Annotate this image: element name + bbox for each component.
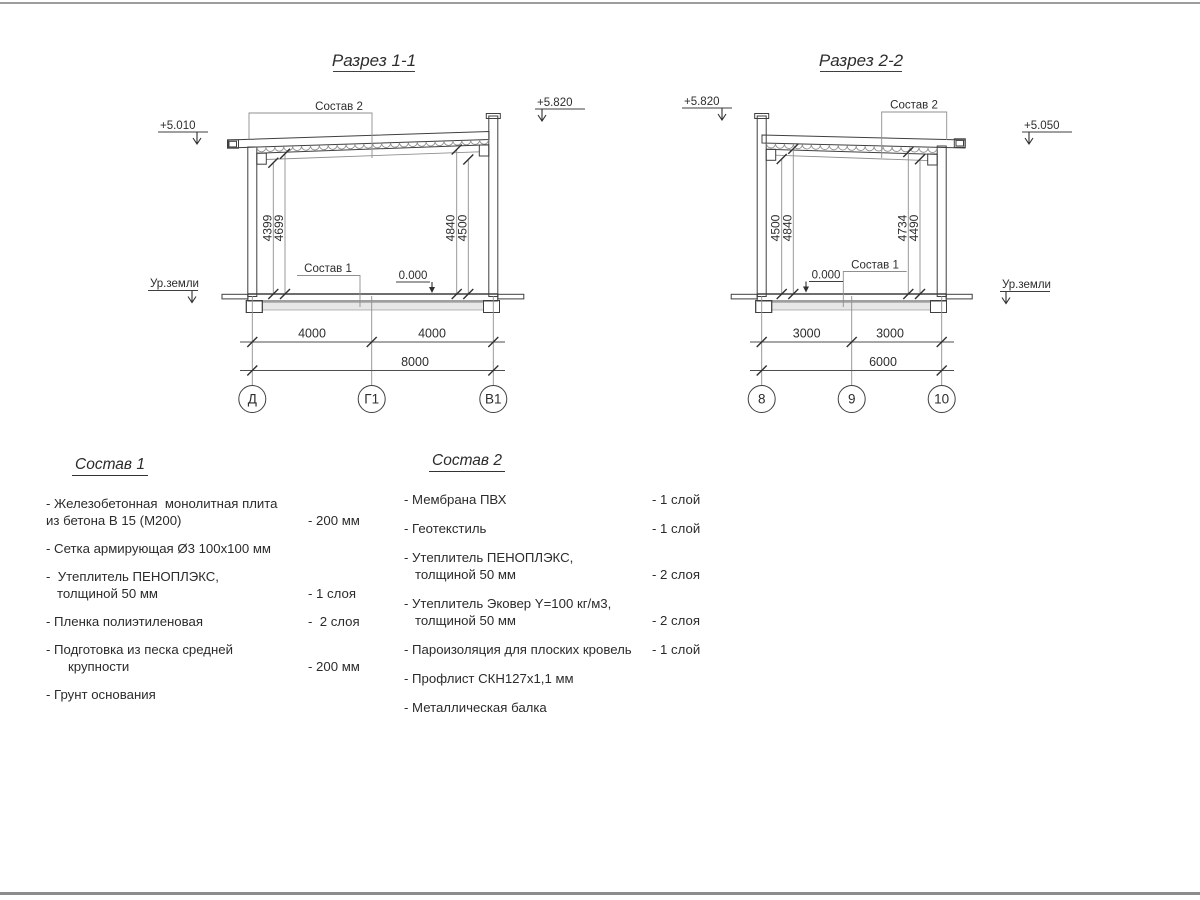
elevation-mark-left xyxy=(158,120,208,144)
vertical-dim-value: 4840 xyxy=(443,214,458,242)
item-text-line-2: крупности xyxy=(46,659,130,674)
zero-level-value: 0.000 xyxy=(398,270,428,282)
item-text-line-2: толщиной 50 мм xyxy=(46,586,158,601)
ground-level-label: Ур.земли xyxy=(150,278,199,290)
elevation-mark-left xyxy=(682,96,732,120)
item-text: - Геотекстиль xyxy=(404,521,487,536)
floor-composition-leader xyxy=(297,263,360,307)
elevation-mark-right xyxy=(535,97,585,121)
list-item xyxy=(46,686,376,703)
right-parapet-wall xyxy=(489,116,498,297)
elevation-value: +5.010 xyxy=(160,120,196,132)
zero-arrow-icon xyxy=(803,282,809,293)
foundation-block-right xyxy=(931,301,947,313)
elevation-arrow-icon xyxy=(193,132,201,144)
list-item xyxy=(46,641,376,675)
item-text-line-2: толщиной 50 мм xyxy=(404,613,516,628)
list-item xyxy=(404,641,734,658)
foundation-block-left xyxy=(246,301,262,313)
elevation-arrow-icon xyxy=(718,108,726,120)
item-value: - 2 слоя xyxy=(652,613,700,628)
item-text: - Пароизоляция для плоских кровель xyxy=(404,642,632,657)
beam-corbel-right xyxy=(928,154,938,165)
beam-corbel-left xyxy=(766,149,776,160)
span-dim-value: 3000 xyxy=(876,326,904,341)
item-text: - Мембрана ПВХ xyxy=(404,492,507,507)
item-text: - Утеплитель Эковер Y=100 кг/м3, xyxy=(404,596,612,611)
vertical-dim-value: 4500 xyxy=(455,214,470,242)
vertical-dimensions-right xyxy=(895,147,925,299)
composition-1-list xyxy=(46,456,376,714)
vertical-dim-value: 4734 xyxy=(895,214,910,242)
vertical-dimensions-left xyxy=(769,144,799,299)
vertical-dim-value: 4500 xyxy=(768,214,783,242)
section-2-2-title xyxy=(819,51,904,72)
total-dim-value: 8000 xyxy=(401,355,429,369)
item-value: - 1 слоя xyxy=(308,586,356,601)
item-value: - 200 мм xyxy=(308,513,360,528)
item-text: - Профлист СКН127х1,1 мм xyxy=(404,671,574,686)
ground-wing-left xyxy=(731,294,757,299)
item-text-line-2: из бетона В 15 (М200) xyxy=(46,513,182,528)
ground-level-mark xyxy=(1000,279,1051,304)
axis-label: В1 xyxy=(485,391,502,407)
floor-slab xyxy=(248,294,498,301)
section-1-1-title xyxy=(332,51,416,72)
item-text: - Пленка полиэтиленовая xyxy=(46,614,203,629)
item-value: - 2 слоя xyxy=(652,567,700,582)
sand-preparation xyxy=(772,303,931,311)
right-wall xyxy=(937,146,946,297)
vertical-dim-value: 4840 xyxy=(780,214,795,242)
item-text: - Металлическая балка xyxy=(404,700,547,715)
sand-preparation xyxy=(262,303,483,311)
vertical-dim-value: 4490 xyxy=(907,214,921,242)
span-dim-value: 4000 xyxy=(298,326,326,341)
list-item xyxy=(404,699,734,716)
elevation-arrow-icon xyxy=(538,109,546,121)
elevation-value: +5.820 xyxy=(684,96,720,108)
item-value: - 2 слоя xyxy=(308,614,360,629)
foundation-block-right xyxy=(484,301,500,313)
ground-wing-right xyxy=(946,294,972,299)
foundation-block-left xyxy=(756,301,772,313)
elevation-arrow-icon xyxy=(1025,132,1033,144)
item-text: - Подготовка из песка средней xyxy=(46,642,233,657)
vertical-dimensions-right xyxy=(444,145,474,300)
zero-level-value: 0.000 xyxy=(811,269,841,282)
item-text: - Грунт основания xyxy=(46,687,156,702)
item-text: - Утеплитель ПЕНОПЛЭКС, xyxy=(404,550,574,565)
left-wall xyxy=(248,147,257,297)
axis-label: 10 xyxy=(934,391,950,407)
section-title: Разрез 1-1 xyxy=(331,51,417,70)
zero-arrow-icon xyxy=(429,282,435,293)
floor-assembly xyxy=(222,294,524,313)
ground-arrow-icon xyxy=(1002,292,1010,304)
elevation-value: +5.050 xyxy=(1024,120,1060,132)
section-2-2-drawing xyxy=(682,51,1072,413)
section-1-1-drawing xyxy=(148,51,585,413)
list-item xyxy=(404,595,734,629)
item-text: - Сетка армирующая Ø3 100х100 мм xyxy=(46,541,271,556)
span-dim-value: 4000 xyxy=(418,326,446,341)
zero-level-mark xyxy=(396,270,435,293)
elevation-mark-right xyxy=(1022,120,1072,144)
axis-markers xyxy=(748,386,955,413)
list-item xyxy=(46,495,376,529)
list-item xyxy=(404,491,734,508)
ground-wing-left xyxy=(222,294,248,299)
list-item xyxy=(404,670,734,687)
ground-level-mark xyxy=(148,278,199,303)
axis-label: Д xyxy=(247,391,257,407)
item-value: - 200 мм xyxy=(308,659,360,674)
composition-1-title: Состав 1 xyxy=(72,456,148,476)
axis-label: Г1 xyxy=(364,391,380,407)
vertical-dimensions-left xyxy=(260,149,290,299)
span-dim-value: 3000 xyxy=(792,326,821,341)
floor-composition-label: Состав 1 xyxy=(851,259,899,272)
list-item xyxy=(46,568,376,602)
composition-2-list xyxy=(404,452,734,728)
axis-label: 9 xyxy=(847,391,856,407)
item-text: - Железобетонная монолитная плита xyxy=(46,496,278,511)
list-item xyxy=(404,549,734,583)
axis-label: 8 xyxy=(757,391,766,407)
metal-beam xyxy=(266,152,479,160)
item-value: - 1 слой xyxy=(652,521,701,536)
list-item xyxy=(404,520,734,537)
ground-wing-right xyxy=(498,294,524,299)
item-value: - 1 слой xyxy=(652,642,701,657)
elevation-value: +5.820 xyxy=(537,97,573,109)
total-dim-value: 6000 xyxy=(869,355,897,369)
axis-markers xyxy=(239,386,507,413)
walls xyxy=(248,114,500,297)
item-text: - Утеплитель ПЕНОПЛЭКС, xyxy=(46,569,219,584)
beam-corbel-right xyxy=(479,145,489,156)
roof-assembly xyxy=(228,132,490,165)
roof-composition-label: Состав 2 xyxy=(890,99,938,112)
vertical-dim-value: 4699 xyxy=(272,214,286,242)
composition-2-title: Состав 2 xyxy=(429,452,505,472)
beam-corbel-left xyxy=(257,153,267,164)
roof-slab xyxy=(762,135,965,148)
floor-composition-leader xyxy=(843,260,906,308)
page-bottom-border xyxy=(0,892,1200,895)
list-item xyxy=(46,540,376,557)
zero-level-mark xyxy=(803,270,843,293)
ground-level-label: Ур.земли xyxy=(1002,279,1051,291)
vertical-dim-value: 4399 xyxy=(260,214,275,242)
list-item xyxy=(46,613,376,630)
section-title: Разрез 2-2 xyxy=(818,51,904,70)
ground-arrow-icon xyxy=(188,291,196,303)
item-value: - 1 слой xyxy=(652,492,701,507)
roof-composition-label: Состав 2 xyxy=(315,101,363,113)
item-text-line-2: толщиной 50 мм xyxy=(404,567,516,582)
floor-composition-label: Состав 1 xyxy=(304,263,352,275)
